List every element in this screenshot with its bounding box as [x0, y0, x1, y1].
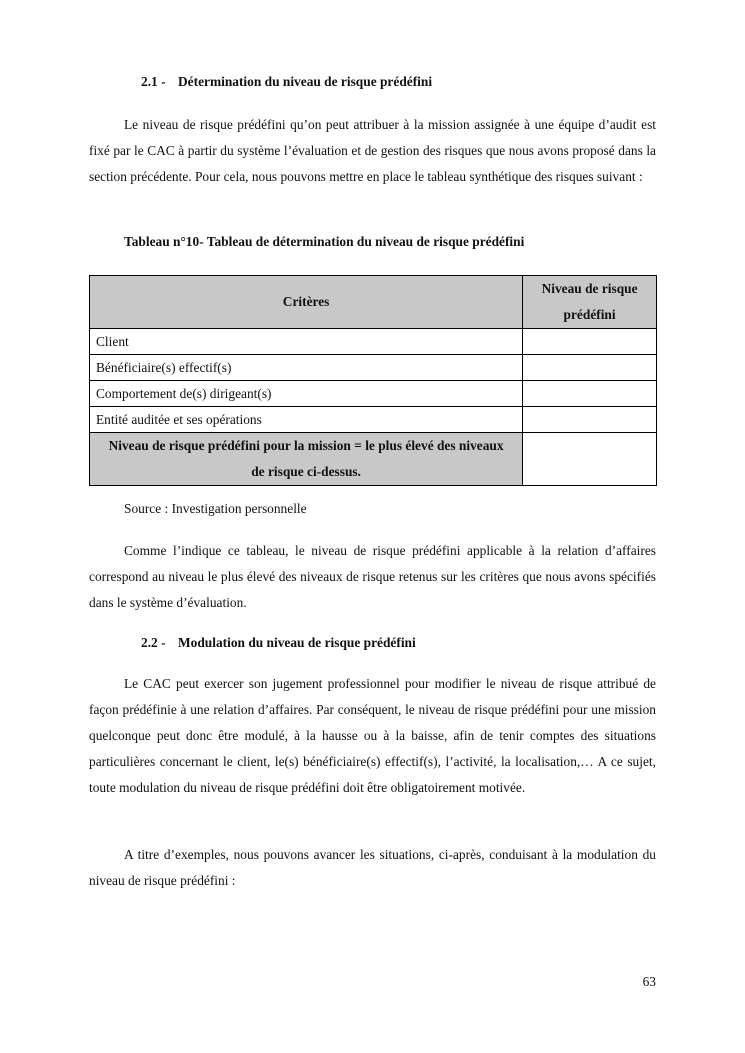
criteria-cell: Comportement de(s) dirigeant(s): [90, 381, 523, 407]
footer-level-cell: [523, 433, 657, 486]
paragraph-after-table: Comme l’indique ce tableau, le niveau de risque prédéfini applicable à la relation d’affaires correspond au niveau le plus élevé des niveaux de risque retenus sur les critères que nous avons spécifiés dans le système d’évaluation.: [89, 543, 656, 610]
header-risk-level: Niveau de risque prédéfini: [523, 276, 657, 329]
criteria-cell: Client: [90, 329, 523, 355]
table-row: [90, 381, 657, 407]
level-cell: [523, 407, 657, 433]
table-row: [90, 329, 657, 355]
footer-cell: Niveau de risque prédéfini pour la mission = le plus élevé des niveaux de risque ci-dessus.: [90, 433, 523, 486]
header-criteria: Critères: [90, 276, 523, 329]
table-source: Source : Investigation personnelle: [124, 501, 307, 516]
table-header-row: [90, 276, 657, 329]
level-cell: [523, 329, 657, 355]
section-heading-2-2: [141, 635, 416, 651]
section-number: 2.2 -: [141, 635, 166, 650]
paragraph-modulation: Le CAC peut exercer son jugement professionnel pour modifier le niveau de risque attribué de façon prédéfinie à une relation d’affaires. Par conséquent, le niveau de risque prédéfini pour une mission quelconque peut donc être modulé, à la hausse ou à la baisse, afin de tenir comptes des situations particulières concernant le client, le(s) bénéficiaire(s) effectif(s), l’activité, la localisation,… A ce sujet, toute modulation du niveau de risque prédéfini doit être obligatoirement motivée.: [89, 676, 656, 795]
section-number: 2.1 -: [141, 74, 166, 89]
level-cell: [523, 355, 657, 381]
section-heading-2-1: [141, 74, 432, 90]
paragraph-examples: A titre d’exemples, nous pouvons avancer les situations, ci-après, conduisant à la modulation du niveau de risque prédéfini :: [89, 847, 656, 888]
table-footer-row: [90, 433, 657, 486]
table-caption: Tableau n°10- Tableau de détermination du niveau de risque prédéfini: [124, 234, 525, 249]
paragraph-intro: Le niveau de risque prédéfini qu’on peut attribuer à la mission assignée à une équipe d’audit est fixé par le CAC à partir du système l’évaluation et de gestion des risques que nous avons proposé dans la section précédente. Pour cela, nous pouvons mettre en place le tableau synthétique des risques suivant :: [89, 117, 656, 184]
page-number: 63: [642, 974, 656, 989]
level-cell: [523, 381, 657, 407]
table-row: [90, 407, 657, 433]
risk-table: [89, 275, 657, 486]
section-title: Modulation du niveau de risque prédéfini: [178, 635, 416, 650]
section-title: Détermination du niveau de risque prédéfini: [178, 74, 433, 89]
criteria-cell: Entité auditée et ses opérations: [90, 407, 523, 433]
table-row: [90, 355, 657, 381]
criteria-cell: Bénéficiaire(s) effectif(s): [90, 355, 523, 381]
